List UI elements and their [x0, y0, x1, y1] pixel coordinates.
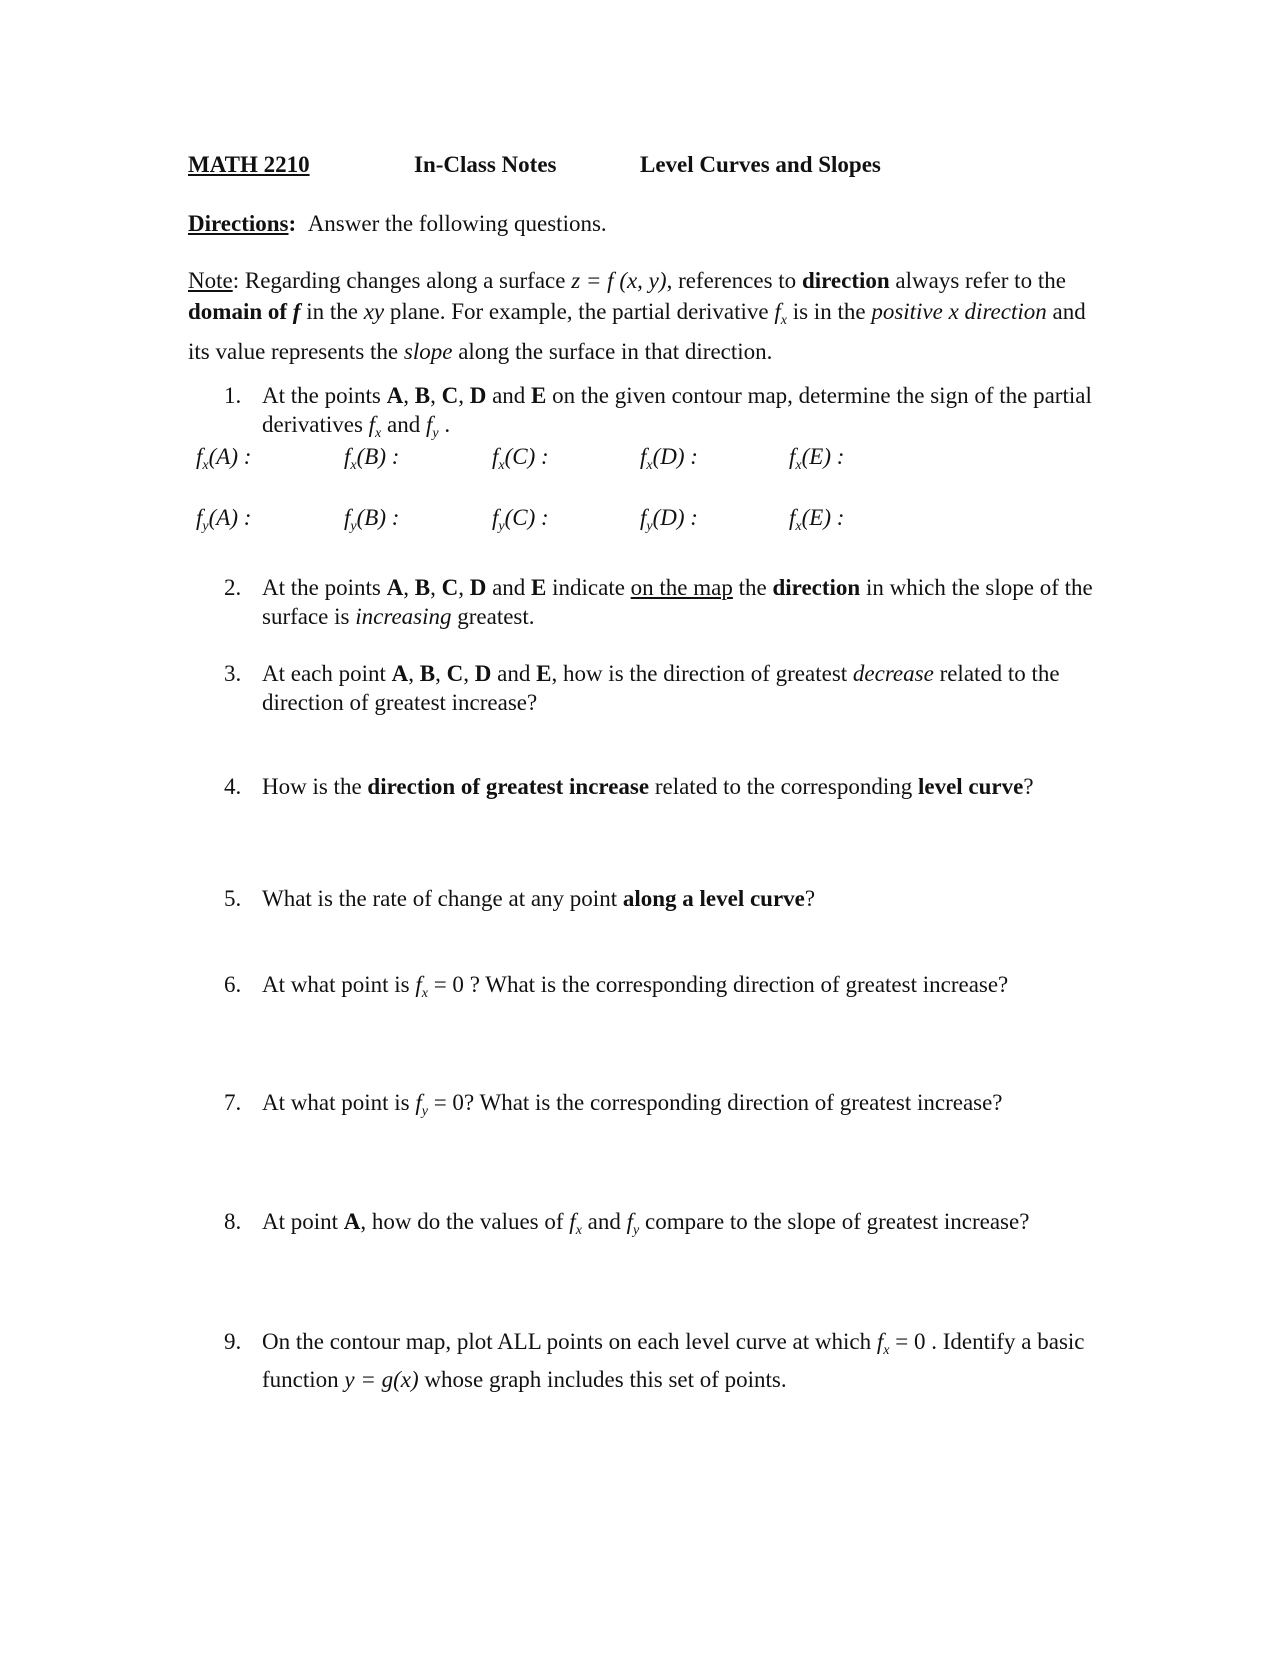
fx-e-cell: [789, 444, 844, 474]
q9-f: f: [876, 1329, 884, 1354]
point-e: E: [531, 575, 547, 600]
note-italic-direction: positive x direction: [871, 299, 1047, 324]
q9-eq: = 0: [889, 1329, 926, 1354]
fx-e-point: (E) :: [801, 444, 845, 469]
fy-a-point: (A) :: [208, 505, 252, 530]
note-text-1: : Regarding changes along a surface: [232, 268, 572, 293]
fx-a-cell: [196, 444, 251, 474]
q8-text-1: At point: [262, 1209, 344, 1234]
q2-comma-3: ,: [458, 575, 470, 600]
note-text-3: always refer to the: [889, 268, 1066, 293]
q2-comma-1: ,: [403, 575, 415, 600]
point-b: B: [414, 575, 431, 600]
question-number: 7.: [224, 1090, 242, 1115]
note-bold-domain: domain of: [188, 299, 293, 324]
q1-text-3: and: [381, 412, 426, 437]
q1-comma-3: ,: [458, 383, 470, 408]
fy-d-f: f: [640, 505, 647, 530]
q3-comma-2: ,: [435, 661, 447, 686]
directions-colon: :: [288, 211, 297, 236]
question-2: [224, 573, 1104, 631]
q1-fy-f: f: [425, 412, 433, 437]
q2-text-3: the: [732, 575, 773, 600]
q8-fy-sub: y: [633, 1223, 640, 1238]
fx-b-f: f: [344, 444, 351, 469]
q1-fy-sub: y: [432, 426, 439, 441]
q3-comma-3: ,: [463, 661, 475, 686]
fx-a-point: (A) :: [208, 444, 252, 469]
q8-text-3: and: [581, 1209, 627, 1234]
q4-text-2: related to the corresponding: [649, 774, 918, 799]
q8-fx-sub: x: [575, 1223, 582, 1238]
q8-text-2: , how do the values of: [360, 1209, 570, 1234]
fy-c-cell: [492, 505, 549, 535]
fx-a-sub: x: [202, 458, 209, 473]
q1-text-2: on the given contour map, determine the sign of the partial derivatives: [262, 383, 1092, 437]
q2-text-1: At the points: [262, 575, 387, 600]
point-b: B: [414, 383, 431, 408]
fy-d-point: (D) :: [652, 505, 698, 530]
q2-italic-increasing: increasing: [355, 604, 452, 629]
point-e: E: [531, 383, 547, 408]
question-number: 2.: [224, 575, 242, 600]
note-paragraph: [188, 265, 1088, 367]
note-equation: z = f (x, y): [571, 268, 667, 293]
q1-comma-2: ,: [430, 383, 442, 408]
question-9: [224, 1327, 1104, 1394]
q1-fx-f: f: [368, 412, 376, 437]
question-5: [224, 884, 1104, 913]
q9-eq2: y = g(x): [344, 1367, 419, 1392]
fx-c-cell: [492, 444, 549, 474]
question-number: 6.: [224, 972, 242, 997]
point-d: D: [474, 661, 492, 686]
fx-c-f: f: [492, 444, 499, 469]
fy-d-cell: [640, 505, 698, 535]
note-text-2: , references to: [666, 268, 802, 293]
q6-f: f: [415, 972, 422, 997]
q4-bold-level-curve: level curve: [917, 774, 1024, 799]
q2-bold-direction: direction: [772, 575, 861, 600]
question-number: 1.: [224, 383, 242, 408]
q3-and: and: [491, 661, 537, 686]
q5-text-1: What is the rate of change at any point: [262, 886, 623, 911]
fy-b-f: f: [344, 505, 351, 530]
fy-c-f: f: [492, 505, 499, 530]
fy-e-point: (E) :: [801, 505, 845, 530]
q4-bold-direction: direction of greatest increase: [367, 774, 650, 799]
fy-b-cell: [344, 505, 399, 535]
course-title: MATH 2210: [188, 152, 310, 177]
q7-f: f: [415, 1090, 422, 1115]
q3-text-2: , how is the direction of greatest: [551, 661, 853, 686]
q2-text-2: indicate: [546, 575, 631, 600]
fx-a-f: f: [196, 444, 203, 469]
note-fx-sub: x: [780, 313, 787, 328]
point-a: A: [386, 575, 404, 600]
note-xy: xy: [363, 299, 385, 324]
point-a: A: [343, 1209, 361, 1234]
q9-text-3: whose graph includes this set of points.: [418, 1367, 787, 1392]
q9-sub: x: [883, 1343, 890, 1358]
fy-b-sub: y: [350, 519, 357, 534]
point-b: B: [419, 661, 436, 686]
fx-d-cell: [640, 444, 698, 474]
point-c: C: [441, 383, 459, 408]
question-number: 4.: [224, 774, 242, 799]
fx-c-point: (C) :: [504, 444, 549, 469]
q9-text-2: . Identify a basic function: [262, 1329, 1085, 1392]
fx-d-point: (D) :: [652, 444, 698, 469]
fy-a-sub: y: [202, 519, 209, 534]
point-e: E: [536, 661, 552, 686]
q3-comma-1: ,: [408, 661, 420, 686]
note-bold-direction: direction: [801, 268, 890, 293]
fx-d-f: f: [640, 444, 647, 469]
q2-and: and: [486, 575, 532, 600]
q1-text-1: At the points: [262, 383, 387, 408]
fx-d-sub: x: [646, 458, 653, 473]
fy-c-point: (C) :: [504, 505, 549, 530]
point-a: A: [391, 661, 409, 686]
fy-a-f: f: [196, 505, 203, 530]
q5-bold-level-curve: along a level curve: [622, 886, 805, 911]
fx-b-point: (B) :: [356, 444, 400, 469]
fx-e-f: f: [789, 444, 796, 469]
fy-a-cell: [196, 505, 251, 535]
q3-text-1: At each point: [262, 661, 392, 686]
q6-text-2: ? What is the corresponding direction of greatest increase?: [463, 972, 1009, 997]
q8-fy-f: f: [626, 1209, 634, 1234]
q4-text-1: How is the: [262, 774, 368, 799]
point-a: A: [386, 383, 404, 408]
note-text-8: along the surface in that direction.: [452, 339, 773, 364]
q7-eq: = 0: [427, 1090, 464, 1115]
q3-text-3: related to the direction of greatest increase?: [262, 661, 1060, 715]
q6-text-1: At what point is: [262, 972, 416, 997]
fy-e-cell: [789, 505, 844, 535]
note-fx-f: f: [774, 299, 781, 324]
q6-sub: x: [421, 986, 428, 1001]
q1-fx-sub: x: [375, 426, 382, 441]
q9-text-1: On the contour map, plot ALL points on each level curve at which: [262, 1329, 877, 1354]
q7-sub: y: [421, 1104, 428, 1119]
question-7: [224, 1088, 1124, 1126]
question-number: 3.: [224, 661, 242, 686]
fx-b-sub: x: [350, 458, 357, 473]
point-c: C: [446, 661, 464, 686]
fy-e-f: f: [789, 505, 796, 530]
q2-on-the-map: on the map: [630, 575, 733, 600]
fy-b-point: (B) :: [356, 505, 400, 530]
q8-text-4: compare to the slope of greatest increase?: [639, 1209, 1030, 1234]
question-6: [224, 970, 1124, 1008]
note-italic-slope: slope: [403, 339, 453, 364]
question-8: [224, 1207, 1104, 1245]
note-text-5: plane. For example, the partial derivative: [384, 299, 775, 324]
q5-text-2: ?: [804, 886, 816, 911]
point-d: D: [469, 575, 487, 600]
q2-text-4: in which the slope of the surface is: [262, 575, 1093, 629]
fx-b-cell: [344, 444, 399, 474]
directions-label: Directions: [188, 211, 289, 236]
question-3: [224, 659, 1104, 717]
question-number: 8.: [224, 1209, 242, 1234]
q1-and: and: [486, 383, 532, 408]
q8-fx-f: f: [569, 1209, 576, 1234]
fx-e-sub: x: [795, 458, 802, 473]
q7-text-2: ? What is the corresponding direction of greatest increase?: [463, 1090, 1003, 1115]
question-1: [224, 381, 1104, 448]
directions-text: Answer the following questions.: [307, 211, 607, 236]
fx-c-sub: x: [498, 458, 505, 473]
question-number: 5.: [224, 886, 242, 911]
point-d: D: [469, 383, 487, 408]
notes-title: In-Class Notes: [414, 152, 557, 177]
q4-text-3: ?: [1023, 774, 1034, 799]
point-c: C: [441, 575, 459, 600]
q2-comma-2: ,: [430, 575, 442, 600]
fy-c-sub: y: [498, 519, 505, 534]
topic-title: Level Curves and Slopes: [640, 152, 881, 177]
q1-comma-1: ,: [403, 383, 415, 408]
note-label: Note: [188, 268, 233, 293]
note-text-4: in the: [300, 299, 364, 324]
q2-text-5: greatest.: [451, 604, 535, 629]
q7-text-1: At what point is: [262, 1090, 416, 1115]
q3-italic-decrease: decrease: [852, 661, 934, 686]
question-number: 9.: [224, 1329, 242, 1354]
question-4: [224, 772, 1104, 801]
note-text-6: is in the: [786, 299, 872, 324]
directions-line: [188, 208, 607, 239]
q6-eq: = 0: [427, 972, 464, 997]
note-bold-f: f: [292, 299, 301, 324]
q1-text-4: .: [438, 412, 451, 437]
note-text-7: and its value represents the: [188, 299, 1086, 364]
fy-d-sub: y: [646, 519, 653, 534]
fy-e-sub: x: [795, 519, 802, 534]
